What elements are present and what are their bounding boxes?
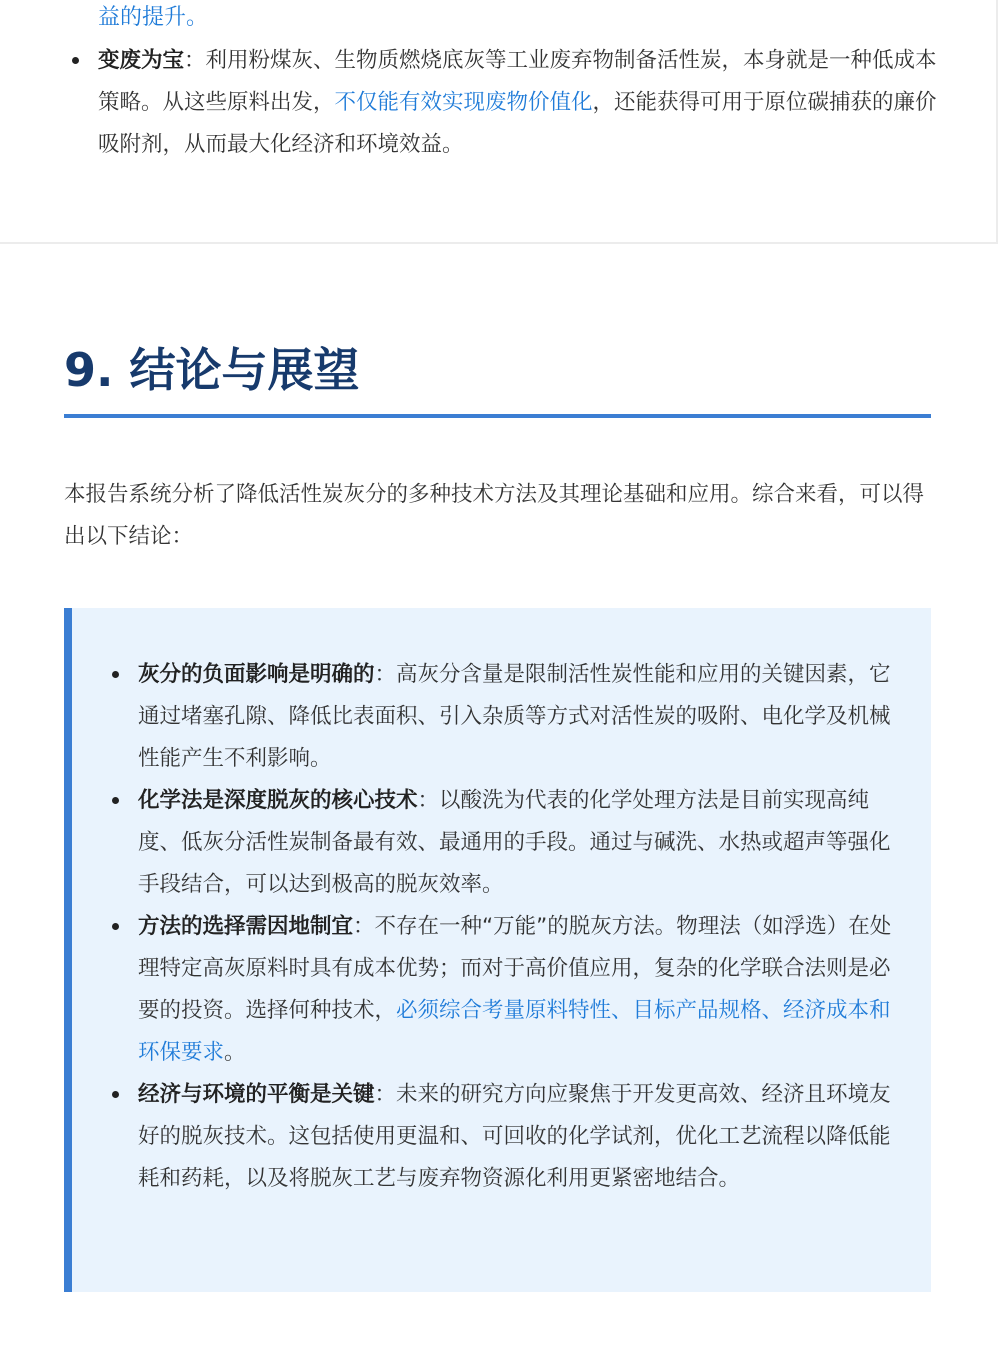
bullet-label: 灰分的负面影响是明确的 [138, 662, 375, 687]
bullet-label: 经济与环境的平衡是关键 [138, 1082, 375, 1107]
bullet-label: 方法的选择需因地制宜 [138, 914, 354, 939]
previous-paragraph-tail: 益的提升。 [98, 5, 209, 30]
list-item [70, 40, 940, 166]
bullet-colon: ： [374, 662, 397, 687]
title-underline [64, 414, 931, 418]
bullet-dot [112, 923, 119, 930]
intro-paragraph: 本报告系统分析了降低活性炭灰分的多种技术方法及其理论基础和应用。综合来看，可以得出以下结论： [64, 482, 925, 549]
highlight-text: 必须综合考量原料特性、目标产品规格、经济成本和环保要求 [138, 998, 891, 1065]
bullet-text: 利用粉煤灰、生物质燃烧底灰等工业废弃物制备活性炭，本身就是一种低成本策略。从这些原料出发， [98, 48, 937, 115]
conclusion-list [110, 654, 905, 1200]
bullet-text: 高灰分含量是限制活性炭性能和应用的关键因素，它通过堵塞孔隙、降低比表面积、引入杂质等方式对活性炭的吸附、电化学及机械性能产生不利影响。 [138, 662, 891, 771]
previous-bullet-list [70, 40, 940, 166]
bullet-dot [72, 57, 79, 64]
bullet-text: 不存在一种“万能”的脱灰方法。物理法（如浮选）在处理特定高灰原料时具有成本优势；而对于高价值应用，复杂的化学联合法则是必要的投资。选择何种技术， [138, 914, 892, 1023]
previous-section-card [0, 0, 998, 244]
bullet-dot [112, 797, 119, 804]
list-item [110, 780, 905, 906]
bullet-dot [112, 1091, 119, 1098]
list-item [110, 654, 905, 780]
list-item [110, 906, 905, 1074]
bullet-colon: ： [184, 48, 206, 73]
list-item [110, 1074, 905, 1200]
bullet-text-end: ，还能获得可用于原位碳捕获的廉价吸附剂，从而最大化经济和环境效益。 [98, 90, 937, 157]
bullet-label: 化学法是深度脱灰的核心技术 [138, 788, 418, 813]
bullet-colon: ： [417, 788, 440, 813]
bullet-text: 未来的研究方向应聚焦于开发更高效、经济且环境友好的脱灰技术。这包括使用更温和、可回收的化学试剂，优化工艺流程以降低能耗和药耗，以及将脱灰工艺与废弃物资源化利用更紧密地结合。 [138, 1082, 891, 1191]
bullet-text: 以酸洗为代表的化学处理方法是目前实现高纯度、低灰分活性炭制备最有效、最通用的手段。通过与碱洗、水热或超声等强化手段结合，可以达到极高的脱灰效率。 [138, 788, 891, 897]
bullet-dot [112, 671, 119, 678]
bullet-colon: ： [374, 1082, 397, 1107]
section-title: 9. 结论与展望 [64, 343, 360, 397]
bullet-colon: ： [353, 914, 375, 939]
highlight-text: 不仅能有效实现废物价值化 [334, 90, 593, 115]
conclusion-callout [64, 608, 931, 1292]
bullet-text-end: 。 [224, 1040, 246, 1065]
bullet-label: 变废为宝 [98, 48, 185, 73]
